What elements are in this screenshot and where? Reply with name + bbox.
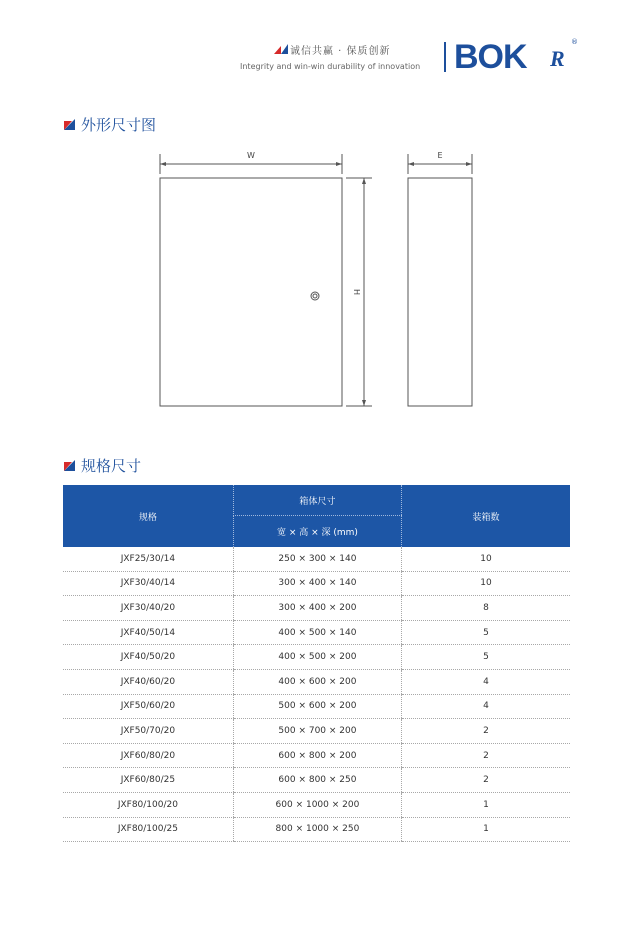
width-label: W [247, 151, 255, 160]
depth-label: E [437, 151, 443, 160]
size-cell: 600 × 1000 × 200 [233, 792, 401, 817]
spec-cell: JXF30/40/14 [63, 571, 233, 596]
qty-cell: 10 [402, 571, 570, 596]
table-row [63, 547, 570, 571]
size-cell: 400 × 500 × 140 [233, 620, 401, 645]
table-row [63, 792, 570, 817]
spec-cell: JXF50/70/20 [63, 719, 233, 744]
table-body [63, 547, 570, 842]
qty-cell: 1 [402, 792, 570, 817]
spec-cell: JXF60/80/25 [63, 768, 233, 793]
side-view-box [408, 178, 472, 406]
table-row [63, 669, 570, 694]
table-row [63, 620, 570, 645]
outline-title-text: 外形尺寸图 [81, 116, 157, 134]
spec-table [63, 485, 570, 842]
qty-cell: 2 [402, 719, 570, 744]
spec-cell: JXF50/60/20 [63, 694, 233, 719]
spec-cell: JXF60/80/20 [63, 743, 233, 768]
table-row [63, 571, 570, 596]
header-box-size-sub: 宽 × 高 × 深 (mm) [233, 516, 401, 548]
size-cell: 600 × 800 × 200 [233, 743, 401, 768]
header-qty: 装箱数 [402, 485, 570, 547]
spec-cell: JXF80/100/20 [63, 792, 233, 817]
spec-cell: JXF25/30/14 [63, 547, 233, 571]
qty-cell: 4 [402, 694, 570, 719]
size-cell: 300 × 400 × 140 [233, 571, 401, 596]
spec-cell: JXF80/100/25 [63, 817, 233, 842]
header-box-size: 箱体尺寸 [233, 485, 401, 516]
spec-cell: JXF40/50/14 [63, 620, 233, 645]
qty-cell: 10 [402, 547, 570, 571]
size-cell: 500 × 600 × 200 [233, 694, 401, 719]
size-cell: 600 × 800 × 250 [233, 768, 401, 793]
brand-logo-r: R [550, 46, 565, 71]
table-row [63, 719, 570, 744]
height-label: H [352, 288, 361, 296]
table-row [63, 743, 570, 768]
brand-logo: BOK [454, 38, 527, 76]
brand-flag-icon [274, 44, 288, 54]
registered-mark: ® [571, 38, 578, 46]
lock-icon [311, 292, 319, 300]
outline-section-title [64, 114, 156, 135]
section-marker-icon [64, 119, 75, 130]
size-cell: 400 × 500 × 200 [233, 645, 401, 670]
size-cell: 400 × 600 × 200 [233, 669, 401, 694]
size-cell: 300 × 400 × 200 [233, 596, 401, 621]
spec-cell: JXF40/60/20 [63, 669, 233, 694]
slogan-english: Integrity and win-win durability of innovation [240, 62, 421, 71]
spec-cell: JXF40/50/20 [63, 645, 233, 670]
table-row [63, 596, 570, 621]
brand-header [240, 40, 610, 80]
qty-cell: 5 [402, 620, 570, 645]
qty-cell: 1 [402, 817, 570, 842]
section-marker-icon [64, 460, 75, 471]
table-row [63, 645, 570, 670]
qty-cell: 2 [402, 768, 570, 793]
spec-title-text: 规格尺寸 [81, 457, 142, 475]
qty-cell: 8 [402, 596, 570, 621]
table-row [63, 768, 570, 793]
header-divider [444, 42, 446, 72]
size-cell: 250 × 300 × 140 [233, 547, 401, 571]
slogan-chinese: 诚信共赢 · 保质创新 [290, 46, 391, 57]
size-cell: 500 × 700 × 200 [233, 719, 401, 744]
qty-cell: 2 [402, 743, 570, 768]
table-row [63, 817, 570, 842]
qty-cell: 5 [402, 645, 570, 670]
spec-section-title [64, 455, 141, 476]
outline-drawing [140, 140, 500, 420]
table-row [63, 694, 570, 719]
size-cell: 800 × 1000 × 250 [233, 817, 401, 842]
spec-cell: JXF30/40/20 [63, 596, 233, 621]
header-spec: 规格 [63, 485, 233, 547]
qty-cell: 4 [402, 669, 570, 694]
